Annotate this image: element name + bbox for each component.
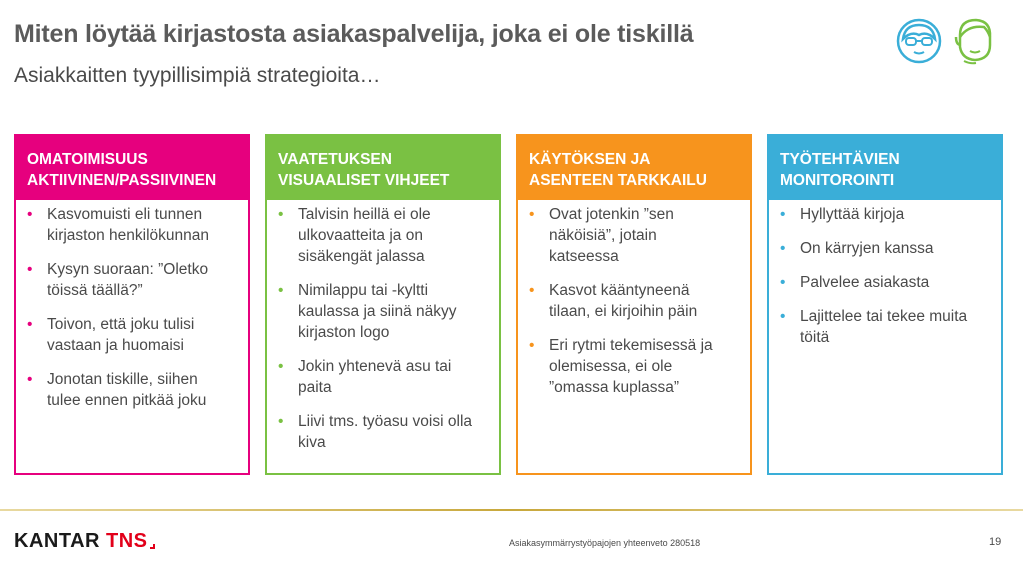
- slide-subtitle: Asiakkaitten tyypillisimpiä strategioita…: [14, 64, 381, 87]
- box-list: [769, 200, 1001, 348]
- list-item: • Jokin yhtenevä asu tai paita: [278, 358, 452, 396]
- strategy-box-clothing-cues: [265, 134, 501, 475]
- list-item: • On kärryjen kanssa: [780, 240, 934, 257]
- list-item: • Hyllyttää kirjoja: [780, 206, 905, 223]
- list-item: • Nimilappu tai -kyltti kaulassa ja siinä näkyy kirjaston logo: [278, 282, 457, 341]
- kantar-tns-logo: KANTAR TNS: [14, 530, 155, 553]
- box-header: OMATOIMISUUS AKTIIVINEN/PASSIIVINEN: [16, 136, 248, 200]
- strategy-box-task-monitoring: [767, 134, 1003, 475]
- list-item: • Palvelee asiakasta: [780, 274, 930, 291]
- list-item: • Kasvomuisti eli tunnen kirjaston henkilökunnan: [27, 206, 209, 244]
- footer-note: Asiakasymmärrystyöpajojen yhteenveto 280518: [509, 538, 701, 548]
- box-header: TYÖTEHTÄVIEN MONITOROINTI: [769, 136, 1001, 200]
- list-item: • Kysyn suoraan: ”Oletko töissä täällä?”: [27, 261, 209, 299]
- box-list: [518, 200, 750, 398]
- list-item: • Kasvot kääntyneenä tilaan, ei kirjoihin päin: [529, 282, 698, 320]
- list-item: • Lajittelee tai tekee muita töitä: [780, 308, 968, 346]
- box-header: KÄYTÖKSEN JA ASENTEEN TARKKAILU: [518, 136, 750, 200]
- box-list: [267, 200, 499, 453]
- list-item: • Toivon, että joku tulisi vastaan ja huomaisi: [27, 316, 195, 354]
- woman-face-icon: [895, 17, 943, 65]
- box-header: VAATETUKSEN VISUAALISET VIHJEET: [267, 136, 499, 200]
- page-number: 19: [989, 536, 1002, 548]
- footer-divider: [0, 509, 1023, 511]
- strategy-box-behaviour: [516, 134, 752, 475]
- list-item: • Talvisin heillä ei ole ulkovaatteita ja on sisäkengät jalassa: [278, 206, 431, 265]
- box-list: [16, 200, 248, 411]
- list-item: • Liivi tms. työasu voisi olla kiva: [278, 413, 473, 451]
- slide-title: Miten löytää kirjastosta asiakaspalvelija, joka ei ole tiskillä: [14, 20, 694, 48]
- man-face-icon: [950, 15, 998, 65]
- strategy-box-self-service: [14, 134, 250, 475]
- list-item: • Eri rytmi tekemisessä ja olemisessa, ei ole ”omassa kuplassa”: [529, 337, 713, 396]
- list-item: • Jonotan tiskille, siihen tulee ennen pitkää joku: [27, 371, 207, 409]
- list-item: • Ovat jotenkin ”sen näköisiä”, jotain katseessa: [529, 206, 674, 265]
